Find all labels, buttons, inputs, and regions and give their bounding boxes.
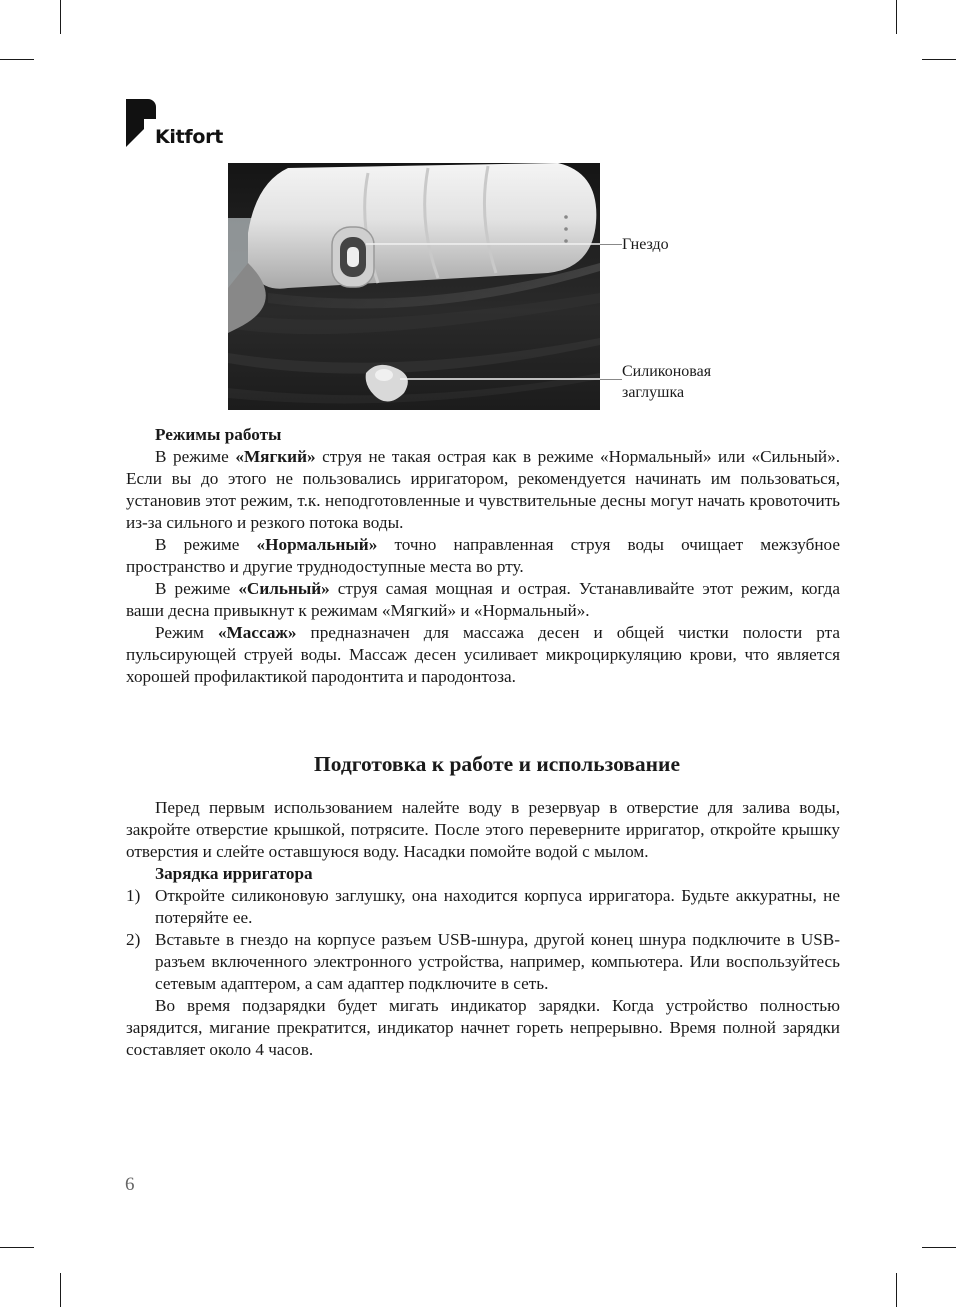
paragraph: В режиме «Нормальный» точно направленная струя воды очищает межзубное пространство и другие труднодоступные места во рту.	[126, 535, 840, 576]
crop-mark	[896, 1273, 897, 1307]
crop-mark	[922, 1247, 956, 1248]
paragraph: В режиме «Мягкий» струя не такая острая как в режиме «Нормальный» или «Сильный». Если вы до этого не пользовались ирригатором, рекомендуется начинать им пользоваться, установив этот режим, т.к. неподготовленные и чувствительные десны могут начать кровоточить из-за сильного и резкого потока воды.	[126, 447, 840, 532]
charging-heading: Зарядка ирригатора	[155, 864, 313, 883]
callout-line	[600, 244, 622, 245]
product-photo	[228, 163, 600, 410]
list-item: 1) Откройте силиконовую заглушку, она находится корпуса ирригатора. Будьте аккуратны, не потеряйте ее.	[126, 886, 840, 927]
section-title: Подготовка к работе и использование	[314, 752, 680, 776]
logo-mark-icon	[126, 99, 156, 147]
crop-mark	[60, 1273, 61, 1307]
modes-section	[126, 424, 840, 688]
callout-line	[600, 379, 622, 380]
paragraph: Во время подзарядки будет мигать индикатор зарядки. Когда устройство полностью зарядится, мигание прекратится, индикатор начнет гореть непрерывно. Время полной зарядки составляет около 4 часов.	[126, 996, 840, 1059]
modes-heading: Режимы работы	[155, 425, 282, 444]
prep-section	[126, 797, 840, 1061]
crop-mark	[896, 0, 897, 34]
crop-mark	[922, 59, 956, 60]
brand-logo	[126, 99, 236, 147]
charging-steps	[126, 885, 840, 995]
page-number: 6	[125, 1174, 135, 1195]
paragraph: Перед первым использованием налейте воду в резервуар в отверстие для залива воды, закройте отверстие крышкой, потрясите. После этого переверните ирригатор, откройте крышку отверстия и слейте оставшуюся воду. Насадки помойте водой с мылом.	[126, 798, 840, 861]
crop-mark	[0, 1247, 34, 1248]
paragraph: Режим «Массаж» предназначен для массажа десен и общей чистки полости рта пульсирующей струей воды. Массаж десен усиливает микроциркуляцию крови, что является хорошей профилактикой пародонтита и пародонтоза.	[126, 623, 840, 686]
label-socket: Гнездо	[622, 236, 669, 253]
crop-mark	[0, 59, 34, 60]
paragraph: В режиме «Сильный» струя самая мощная и острая. Устанавливайте этот режим, когда ваши десна привыкнут к режимам «Мягкий» и «Нормальный».	[126, 579, 840, 620]
crop-mark	[60, 0, 61, 34]
list-item: 2) Вставьте в гнездо на корпусе разъем USB-шнура, другой конец шнура подключите в USB-разъем включенного электронного устройства, например, компьютера. Или воспользуйтесь сетевым адаптером, а сам адаптер подключите в сеть.	[126, 930, 840, 993]
label-silicone-plug: Силиконовая заглушка	[622, 363, 712, 401]
brand-name: Kitfort	[155, 126, 223, 148]
